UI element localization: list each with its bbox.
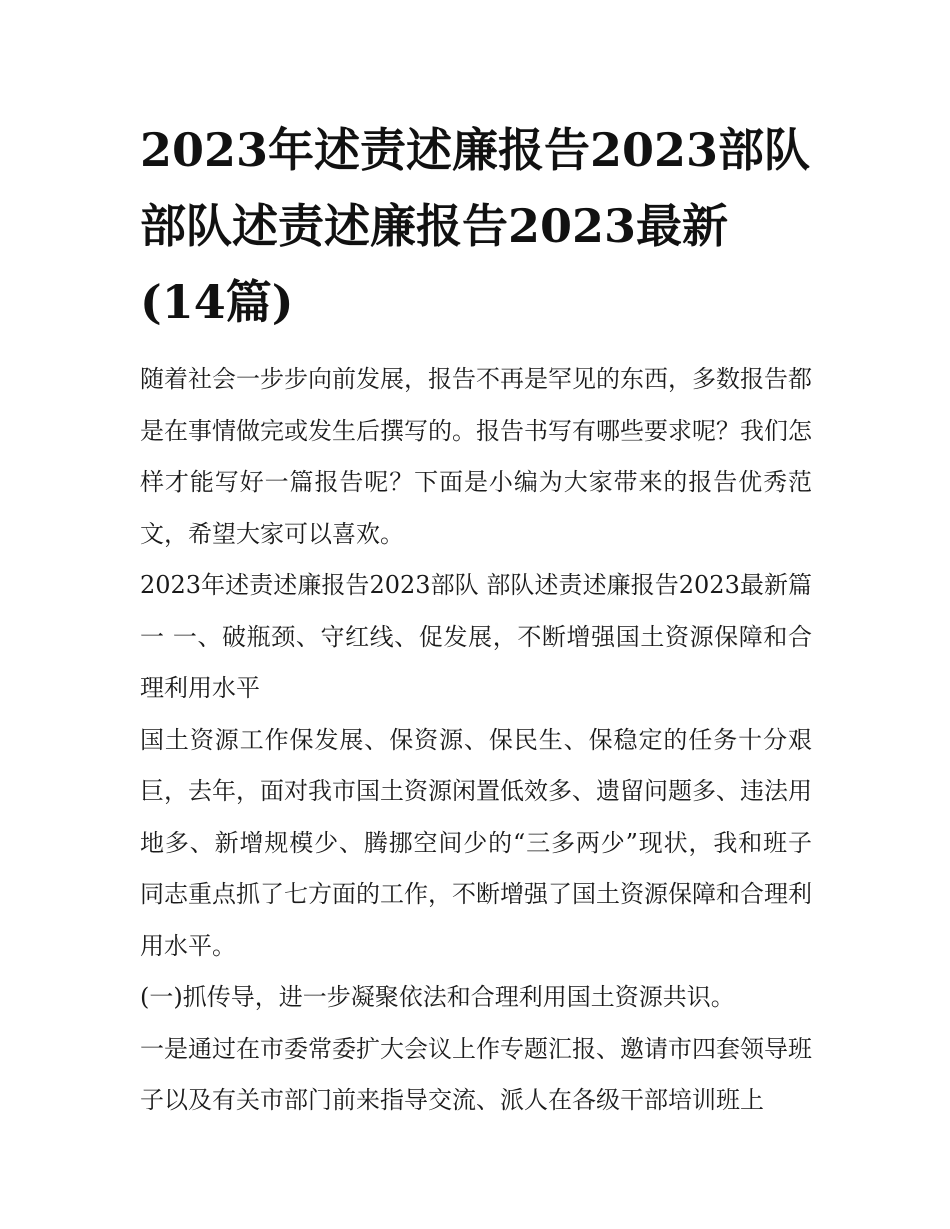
document-title: 2023年述责述廉报告2023部队 部队述责述廉报告2023最新(14篇) [140,123,811,329]
document-body [140,354,812,1127]
paragraph-intro: 随着社会一步步向前发展，报告不再是罕见的东西，多数报告都是在事情做完或发生后撰写的。报告书写有哪些要求呢？我们怎样才能写好一篇报告呢？下面是小编为大家带来的报告优秀范文，希望大家可以喜欢。 [140,365,812,548]
paragraph-body: 国土资源工作保发展、保资源、保民生、保稳定的任务十分艰巨，去年，面对我市国土资源闲置低效多、遗留问题多、违法用地多、新增规模少、腾挪空间少的“三多两少”现状，我和班子同志重点抓了七方面的工作，不断增强了国土资源保障和合理利用水平。 [140,725,812,960]
paragraph-section-heading: 2023年述责述廉报告2023部队 部队述责述廉报告2023最新篇一 一、破瓶颈、守红线、促发展，不断增强国土资源保障和合理利用水平 [140,571,812,702]
document-page [140,112,812,1127]
paragraph-body: 一是通过在市委常委扩大会议上作专题汇报、邀请市四套领导班子以及有关市部门前来指导交流、派人在各级干部培训班上 [140,1034,812,1114]
paragraph-subheading: (一)抓传导，进一步凝聚依法和合理利用国土资源共识。 [140,983,735,1011]
